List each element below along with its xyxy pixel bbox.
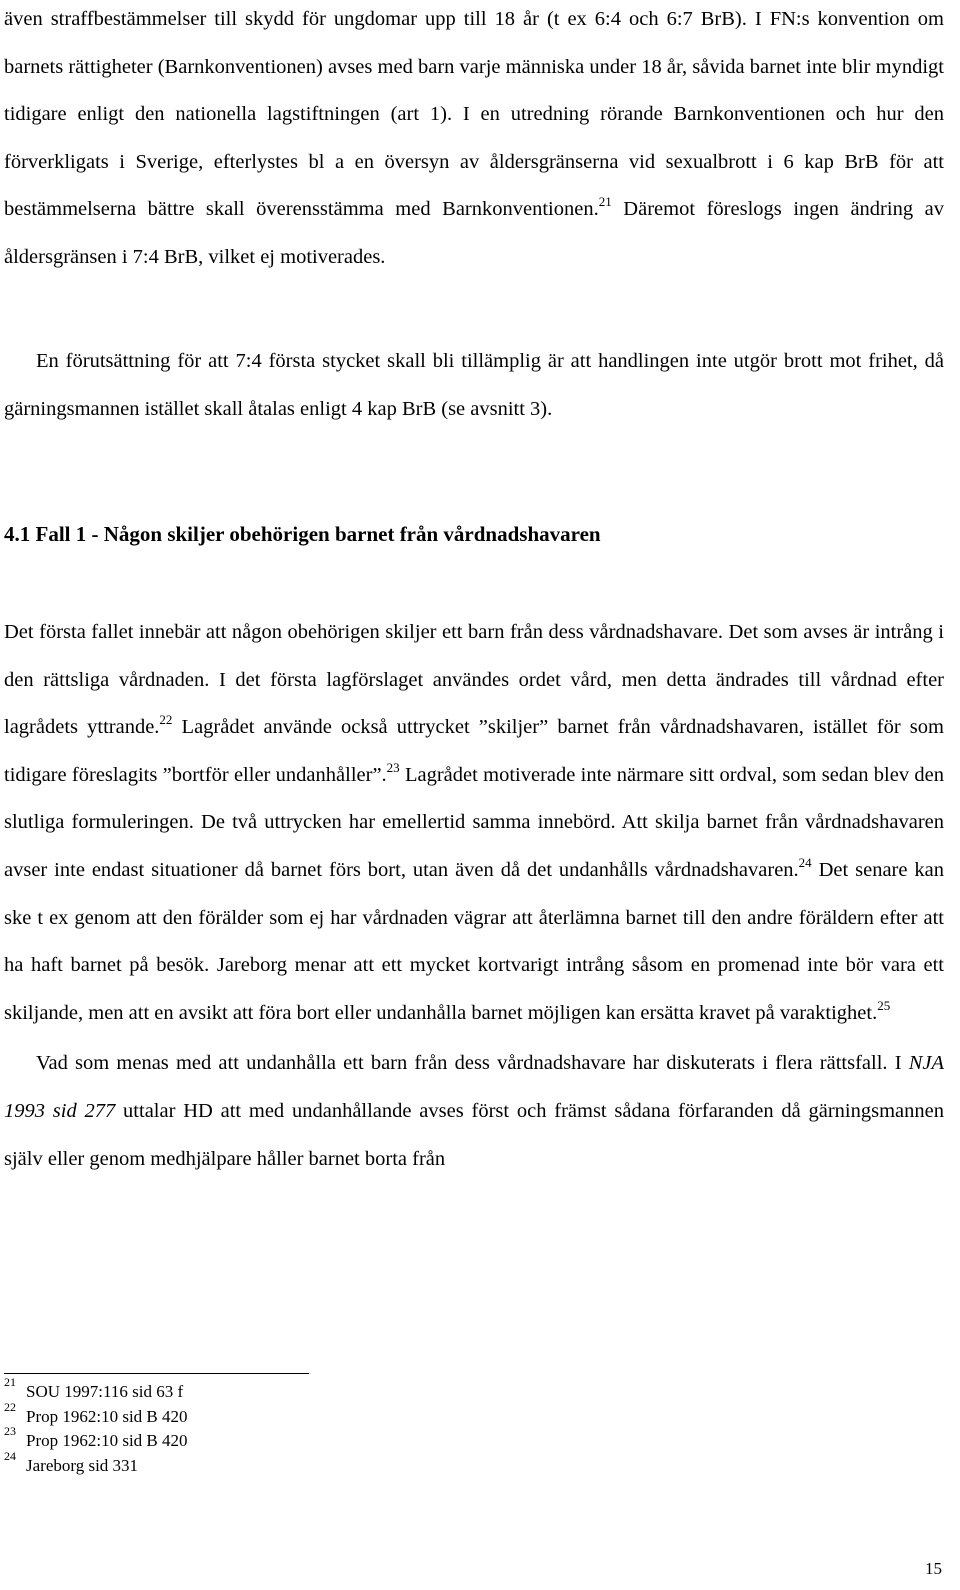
footnote-separator xyxy=(4,1373,309,1374)
footnote-ref-21[interactable]: 21 xyxy=(598,194,612,210)
body-text-top xyxy=(4,0,944,282)
footnote-number: 24 xyxy=(4,1448,16,1463)
footnote-number: 23 xyxy=(4,1424,16,1439)
footnote-22 xyxy=(4,1399,604,1430)
footnote-text: SOU 1997:116 sid 63 f xyxy=(26,1382,184,1401)
footnote-text: Prop 1962:10 sid B 420 xyxy=(26,1431,188,1451)
paragraph-4: Vad som menas med att undanhålla ett barn från dess vårdnadshavare har diskuterats i flera rättsfall. I NJA 1993 sid 277 uttalar HD att med undanhållande avses först och främst sådana förfaranden då gärningsmannen själv eller genom medhjälpare håller barnet borta från xyxy=(4,1052,944,1170)
footnote-ref-22[interactable]: 22 xyxy=(159,712,173,728)
footnote-23 xyxy=(4,1424,604,1454)
footnote-ref-24[interactable]: 24 xyxy=(798,854,812,870)
page-number: 15 xyxy=(925,1559,942,1578)
footnote-number: 22 xyxy=(4,1399,16,1414)
paragraph-1: även straffbestämmelser till skydd för ungdomar upp till 18 år (t ex 6:4 och 6:7 BrB). I FN:s konvention om barnets rättigheter (Barnkonventionen) avses med barn varje människa under 18 år, såvida barnet inte blir myndigt tidigare enligt den nationella lagstiftningen (art 1). I en utredning rörande Barnkonventionen och hur den förverkligats i Sverige, efterlystes bl a en översyn av åldersgränserna vid sexualbrott i 6 kap BrB för att bestämmelserna bättre skall överensstämma med Barnkonventionen.$^{21}$ Däremot föreslogs ingen ändring av åldersgränsen i 7:4 BrB, vilket ej motiverades. xyxy=(4,8,944,268)
footnotes xyxy=(4,1375,604,1478)
footnote-text: Prop 1962:10 sid B 420 xyxy=(26,1406,188,1426)
footnote-ref-25[interactable]: 25 xyxy=(877,997,891,1013)
footnote-number: 21 xyxy=(4,1375,16,1389)
footnote-ref-23[interactable]: 23 xyxy=(386,759,400,775)
case-reference: NJA 1993 sid 277 xyxy=(4,1052,944,1122)
body-text-section xyxy=(4,609,944,1183)
body-text-p2 xyxy=(4,338,944,433)
paragraph-2: En förutsättning för att 7:4 första stycket skall bli tillämplig är att handlingen inte utgör brott mot frihet, då gärningsmannen istället skall åtalas enligt 4 kap BrB (se avsnitt 3). xyxy=(4,350,944,420)
footnote-24 xyxy=(4,1448,604,1479)
section-heading: 4.1 Fall 1 - Någon skiljer obehörigen barnet från vårdnadshavaren xyxy=(4,522,601,546)
footnote-text: Jareborg sid 331 xyxy=(26,1455,139,1475)
paragraph-3: Det första fallet innebär att någon obehörigen skiljer ett barn från dess vårdnadshavare. Det som avses är intrång i den rättsliga vårdnaden. I det första lagförslaget användes ordet vård, men detta ändrades till vårdnad efter lagrådets yttrande.$^{22}$ Lagrådet använde också uttrycket ”skiljer” barnet från vårdnadshavaren, istället för som tidigare föreslagits ”bortför eller undanhåller”.$^{23}$ Lagrådet motiverade inte närmare sitt ordval, som sedan blev den slutliga formuleringen. De två uttrycken har emellertid samma innebörd. Att skilja barnet från vårdnadshavaren avser inte endast situationer då barnet förs bort, utan även då det undanhålls vårdnadshavaren.$^{24}$ Det senare kan ske t ex genom att den förälder som ej har vårdnaden vägrar att återlämna barnet till den andre föräldern efter att ha haft barnet på besök. Jareborg menar att ett mycket kortvarigt intrång såsom en promenad inte bör vara ett skiljande, men att en avsikt att föra bort eller undanhålla barnet möjligen kan ersätta kravet på varaktighet.$^{25}$ xyxy=(4,621,944,1024)
footnote-21 xyxy=(4,1375,604,1405)
